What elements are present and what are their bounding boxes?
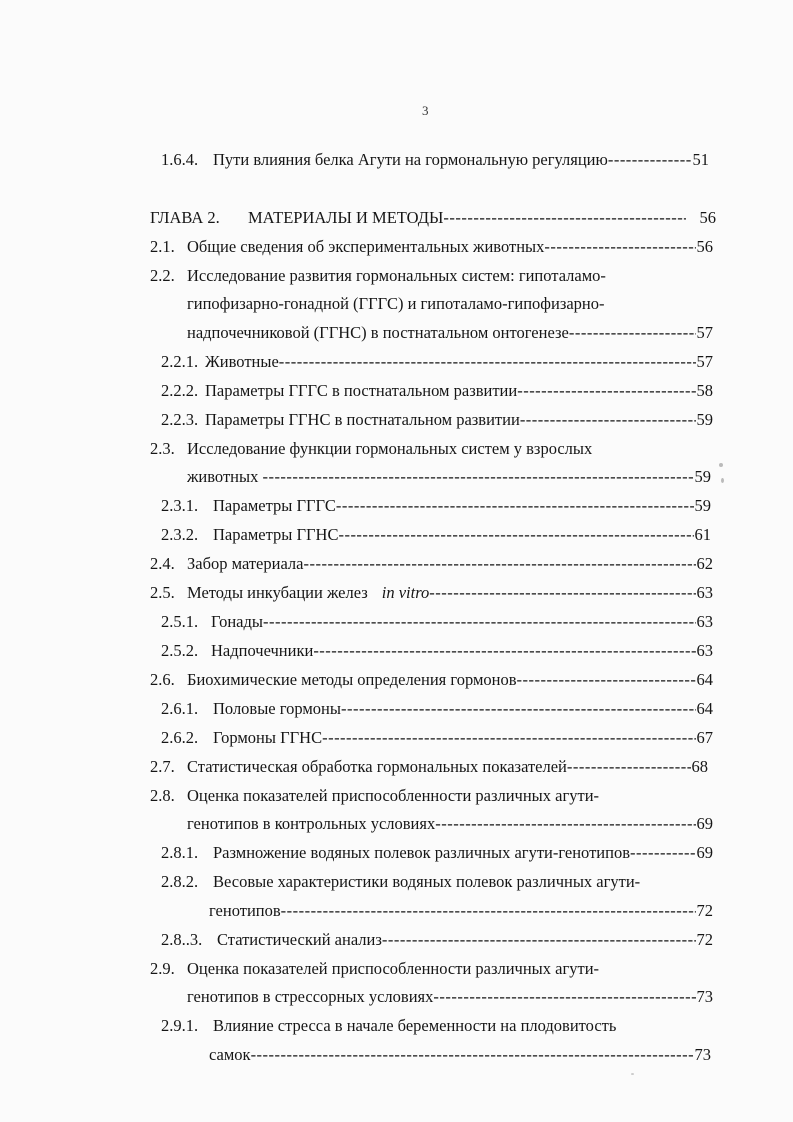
toc-title: животных bbox=[187, 467, 263, 486]
toc-title: Гонады bbox=[211, 612, 263, 631]
toc-title: Параметры ГГНС bbox=[213, 525, 339, 544]
toc-entry-2-8-1 bbox=[161, 839, 713, 867]
toc-page: 67 bbox=[696, 728, 713, 747]
toc-page: 72 bbox=[696, 901, 713, 920]
toc-number: 2.8..3. bbox=[161, 930, 203, 949]
toc-entry-2-6-2 bbox=[161, 724, 713, 752]
toc-entry-2-5 bbox=[150, 579, 713, 607]
toc-title: Весовые характеристики водяных полевок различных агути- bbox=[213, 872, 641, 891]
toc-page: 63 bbox=[696, 641, 713, 660]
toc-number: 2.7. bbox=[150, 757, 175, 776]
dot-leader bbox=[517, 377, 695, 405]
toc-page: 56 bbox=[696, 237, 713, 256]
toc-page: 57 bbox=[696, 352, 713, 371]
toc-page: 69 bbox=[696, 843, 713, 862]
toc-entry-2-8 bbox=[150, 782, 713, 810]
toc-title: Общие сведения об экспериментальных животных bbox=[187, 237, 545, 256]
toc-title: МАТЕРИАЛЫ И МЕТОДЫ bbox=[248, 208, 444, 227]
toc-entry-2-9-1-continued bbox=[209, 1041, 711, 1069]
dot-leader bbox=[336, 492, 694, 520]
toc-number: 2.5.1. bbox=[161, 612, 199, 631]
dot-leader bbox=[429, 579, 695, 607]
toc-page: 72 bbox=[696, 930, 713, 949]
toc-number: 2.2.1. bbox=[161, 352, 199, 371]
toc-number: ГЛАВА 2. bbox=[150, 208, 220, 227]
toc-entry-2-8-continued bbox=[187, 810, 713, 838]
toc-title: Оценка показателей приспособленности различных агути- bbox=[187, 959, 600, 978]
toc-number: 2.3.2. bbox=[161, 525, 199, 544]
toc-entry-2-3 bbox=[150, 435, 713, 463]
toc-entry-2-2-2 bbox=[161, 377, 713, 405]
toc-page: 62 bbox=[696, 554, 713, 573]
toc-page: 59 bbox=[696, 410, 713, 429]
toc-title: Размножение водяных полевок различных агути-генотипов bbox=[213, 843, 630, 862]
toc-title: Параметры ГГНС в постнатальном развитии bbox=[205, 410, 520, 429]
toc-title: Надпочечники bbox=[211, 641, 314, 660]
toc-entry-2-9-1 bbox=[161, 1012, 713, 1040]
toc-number: 2.2. bbox=[150, 266, 175, 285]
toc-page: 59 bbox=[694, 467, 711, 486]
toc-title: генотипов в контрольных условиях bbox=[187, 814, 436, 833]
toc-title: Забор материала bbox=[187, 554, 304, 573]
toc-page: 61 bbox=[694, 525, 711, 544]
toc-entry-2-8-2 bbox=[161, 868, 713, 896]
toc-entry-1-6-4 bbox=[161, 146, 709, 174]
toc-entry-2-2 bbox=[150, 262, 713, 290]
toc-number: 2.8.1. bbox=[161, 843, 199, 862]
toc-entry-2-6-1 bbox=[161, 695, 713, 723]
toc-title: надпочечниковой (ГГНС) в постнатальном онтогенезе bbox=[187, 323, 569, 342]
toc-page: 73 bbox=[694, 1045, 711, 1064]
toc-page: 63 bbox=[696, 612, 713, 631]
toc-title-italic: in vitro bbox=[381, 583, 430, 602]
dot-leader bbox=[433, 983, 695, 1011]
dot-leader bbox=[435, 810, 695, 838]
dot-leader bbox=[303, 550, 695, 578]
toc-page: 63 bbox=[696, 583, 713, 602]
dot-leader bbox=[608, 146, 692, 174]
toc-title: Пути влияния белка Агути на гормональную регуляцию bbox=[213, 150, 608, 169]
toc-page: 69 bbox=[696, 814, 713, 833]
toc-entry-2-6 bbox=[150, 666, 713, 694]
scan-speck bbox=[721, 478, 724, 483]
dot-leader bbox=[443, 204, 685, 232]
toc-title: Биохимические методы определения гормонов bbox=[187, 670, 517, 689]
toc-entry-2-2-3 bbox=[161, 406, 713, 434]
toc-entry-2-5-1 bbox=[161, 608, 713, 636]
toc-number: 2.1. bbox=[150, 237, 175, 256]
toc-title: Животные bbox=[205, 352, 279, 371]
toc-number: 2.5.2. bbox=[161, 641, 199, 660]
toc-page: 56 bbox=[699, 208, 716, 227]
toc-title: генотипов в стрессорных условиях bbox=[187, 987, 434, 1006]
toc-number: 2.9.1. bbox=[161, 1016, 199, 1035]
toc-page: 68 bbox=[691, 757, 708, 776]
toc-title: Исследование развития гормональных систем: гипоталамо- bbox=[187, 266, 606, 285]
toc-number: 2.6.1. bbox=[161, 699, 199, 718]
dot-leader bbox=[262, 463, 693, 491]
dot-leader bbox=[279, 348, 696, 376]
toc-page: 64 bbox=[696, 670, 713, 689]
toc-page: 58 bbox=[696, 381, 713, 400]
toc-page: 64 bbox=[696, 699, 713, 718]
toc-number: 2.8.2. bbox=[161, 872, 199, 891]
toc-number: 1.6.4. bbox=[161, 150, 199, 169]
toc-entry-2-9-continued bbox=[187, 983, 713, 1011]
toc-page: 73 bbox=[696, 987, 713, 1006]
dot-leader bbox=[382, 926, 696, 954]
toc-entry-2-5-2 bbox=[161, 637, 713, 665]
toc-number: 2.3. bbox=[150, 439, 175, 458]
toc-number: 2.3.1. bbox=[161, 496, 199, 515]
toc-entry-2-3-continued bbox=[187, 463, 711, 491]
dot-leader bbox=[322, 724, 695, 752]
dot-leader bbox=[281, 897, 696, 925]
toc-page: 57 bbox=[696, 323, 713, 342]
toc-entry-2-2-continued bbox=[187, 319, 713, 347]
toc-title: Исследование функции гормональных систем у взрослых bbox=[187, 439, 593, 458]
dot-leader bbox=[338, 521, 693, 549]
dot-leader bbox=[569, 319, 696, 347]
toc-title: гипофизарно-гонадной (ГГГС) и гипоталамо-гипофизарно- bbox=[187, 294, 605, 313]
dot-leader bbox=[630, 839, 696, 867]
toc-title: самок bbox=[209, 1045, 251, 1064]
toc-entry-2-4 bbox=[150, 550, 713, 578]
toc-page: 59 bbox=[694, 496, 711, 515]
toc-entry-2-7 bbox=[150, 753, 708, 781]
toc-entry-2-8-2-continued bbox=[209, 897, 713, 925]
toc-title: Оценка показателей приспособленности различных агути- bbox=[187, 786, 600, 805]
toc-number: 2.6.2. bbox=[161, 728, 199, 747]
toc-title: генотипов bbox=[209, 901, 281, 920]
dot-leader bbox=[544, 233, 695, 261]
toc-number: 2.9. bbox=[150, 959, 175, 978]
dot-leader bbox=[313, 637, 695, 665]
toc-title: Методы инкубации желез bbox=[187, 583, 368, 602]
toc-number: 2.5. bbox=[150, 583, 175, 602]
toc-title: Влияние стресса в начале беременности на плодовитость bbox=[213, 1016, 617, 1035]
page-number: 3 bbox=[422, 103, 429, 118]
toc-entry-2-8-3 bbox=[161, 926, 713, 954]
toc-title: Статистическая обработка гормональных показателей bbox=[187, 757, 567, 776]
dot-leader bbox=[341, 695, 696, 723]
toc-title: Статистический анализ bbox=[217, 930, 382, 949]
scan-speck bbox=[719, 463, 723, 467]
toc-title: Параметры ГГГС bbox=[213, 496, 336, 515]
toc-title: Половые гормоны bbox=[213, 699, 341, 718]
toc-number: 2.2.3. bbox=[161, 410, 199, 429]
toc-title: Параметры ГГГС в постнатальном развитии bbox=[205, 381, 518, 400]
toc-entry-2-3-1 bbox=[161, 492, 711, 520]
dot-leader bbox=[251, 1041, 694, 1069]
toc-entry-2-2-1 bbox=[161, 348, 713, 376]
toc-entry-chapter-2 bbox=[150, 204, 716, 232]
toc-entry-2-9 bbox=[150, 955, 713, 983]
dot-leader bbox=[263, 608, 696, 636]
toc-title: Гормоны ГГНС bbox=[213, 728, 323, 747]
toc-number: 2.4. bbox=[150, 554, 175, 573]
scan-speck bbox=[631, 1073, 634, 1075]
toc-number: 2.6. bbox=[150, 670, 175, 689]
toc-page: 51 bbox=[692, 150, 709, 169]
toc-number: 2.8. bbox=[150, 786, 175, 805]
toc-entry-2-3-2 bbox=[161, 521, 711, 549]
toc-entry-2-2-continued bbox=[187, 290, 713, 318]
dot-leader bbox=[520, 406, 696, 434]
toc-number: 2.2.2. bbox=[161, 381, 199, 400]
toc-entry-2-1 bbox=[150, 233, 713, 261]
dot-leader bbox=[567, 753, 691, 781]
dot-leader bbox=[517, 666, 696, 694]
